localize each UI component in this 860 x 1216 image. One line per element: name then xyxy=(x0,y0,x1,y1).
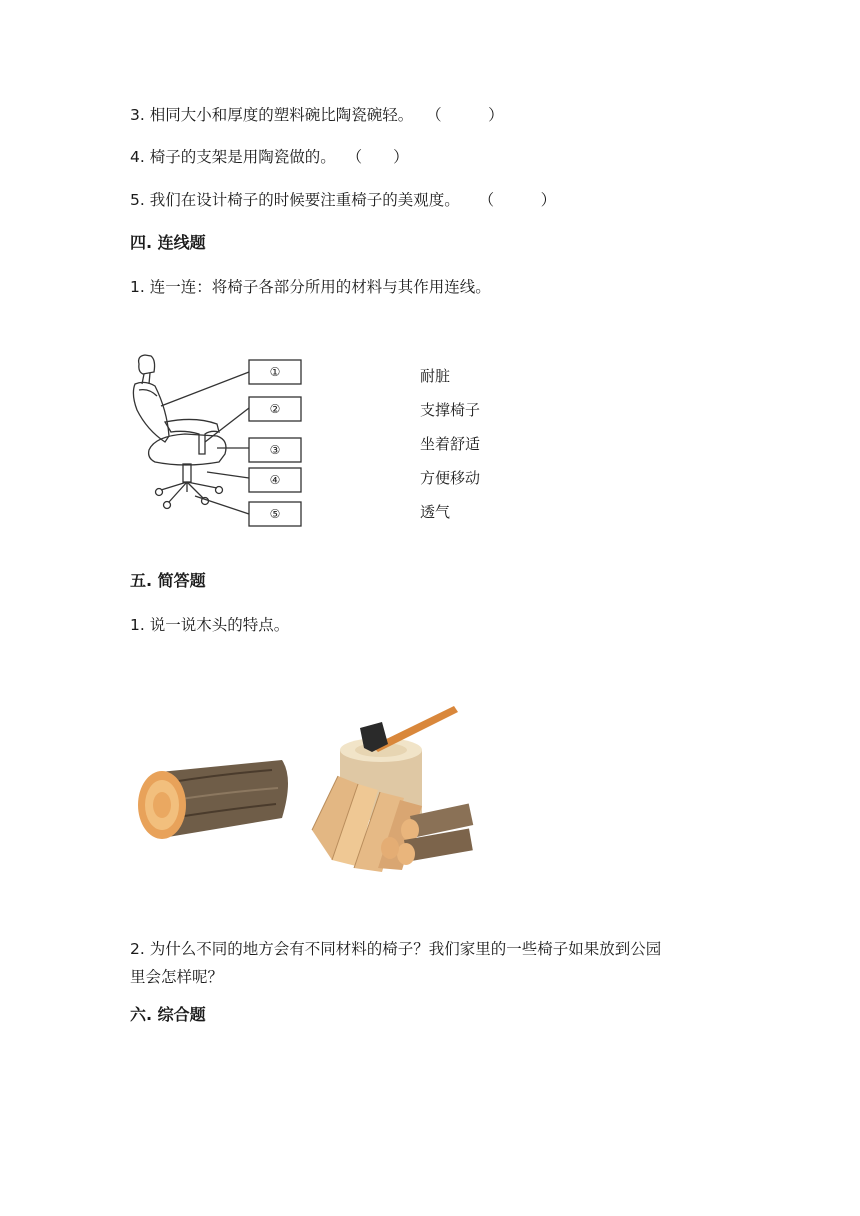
question-4-text: 4. 椅子的支架是用陶瓷做的。 xyxy=(130,148,336,166)
box-label-4: ④ xyxy=(269,473,281,487)
section-4-title: 四. 连线题 xyxy=(130,233,206,252)
chair-headrest xyxy=(139,355,155,374)
answer-blank-4[interactable]: （ ） xyxy=(346,148,409,166)
answer-blank-3[interactable]: （ ） xyxy=(426,106,504,124)
question-5 xyxy=(130,189,556,211)
box-label-5: ⑤ xyxy=(269,507,281,521)
box-label-1: ① xyxy=(269,365,281,379)
chair-gas-lift xyxy=(183,464,191,482)
chair-seat xyxy=(149,434,226,465)
section-5-question-2-line-2: 里会怎样呢？ xyxy=(130,968,224,986)
section-4-question-1: 1. 连一连：将椅子各部分所用的材料与其作用连线。 xyxy=(130,278,491,296)
box-label-2: ② xyxy=(269,402,281,416)
question-5-text: 5. 我们在设计椅子的时候要注重椅子的美观度。 xyxy=(130,191,460,209)
question-3-text: 3. 相同大小和厚度的塑料碗比陶瓷碗轻。 xyxy=(130,106,414,124)
answer-blank-5[interactable]: （ ） xyxy=(478,191,557,209)
wood-illustration xyxy=(132,700,482,880)
section-5-question-2-line-1: 2. 为什么不同的地方会有不同材料的椅子？我们家里的一些椅子如果放到公园 xyxy=(130,940,662,958)
section-5-title: 五. 简答题 xyxy=(130,571,206,590)
chair-wheel xyxy=(156,489,163,496)
question-4 xyxy=(130,146,409,168)
office-chair-diagram xyxy=(125,350,310,530)
section-6-title: 六. 综合题 xyxy=(130,1005,206,1024)
option-4[interactable]: 方便移动 xyxy=(420,469,481,487)
question-3 xyxy=(130,104,504,126)
option-5[interactable]: 透气 xyxy=(420,503,451,521)
log-image xyxy=(138,760,288,839)
box-label-3: ③ xyxy=(269,443,281,457)
option-3[interactable]: 坐着舒适 xyxy=(420,435,481,453)
section-5-question-1: 1. 说一说木头的特点。 xyxy=(130,616,290,634)
chair-wheel xyxy=(216,487,223,494)
option-1[interactable]: 耐脏 xyxy=(420,367,451,385)
option-2[interactable]: 支撑椅子 xyxy=(420,401,481,419)
chair-wheel xyxy=(164,502,171,509)
